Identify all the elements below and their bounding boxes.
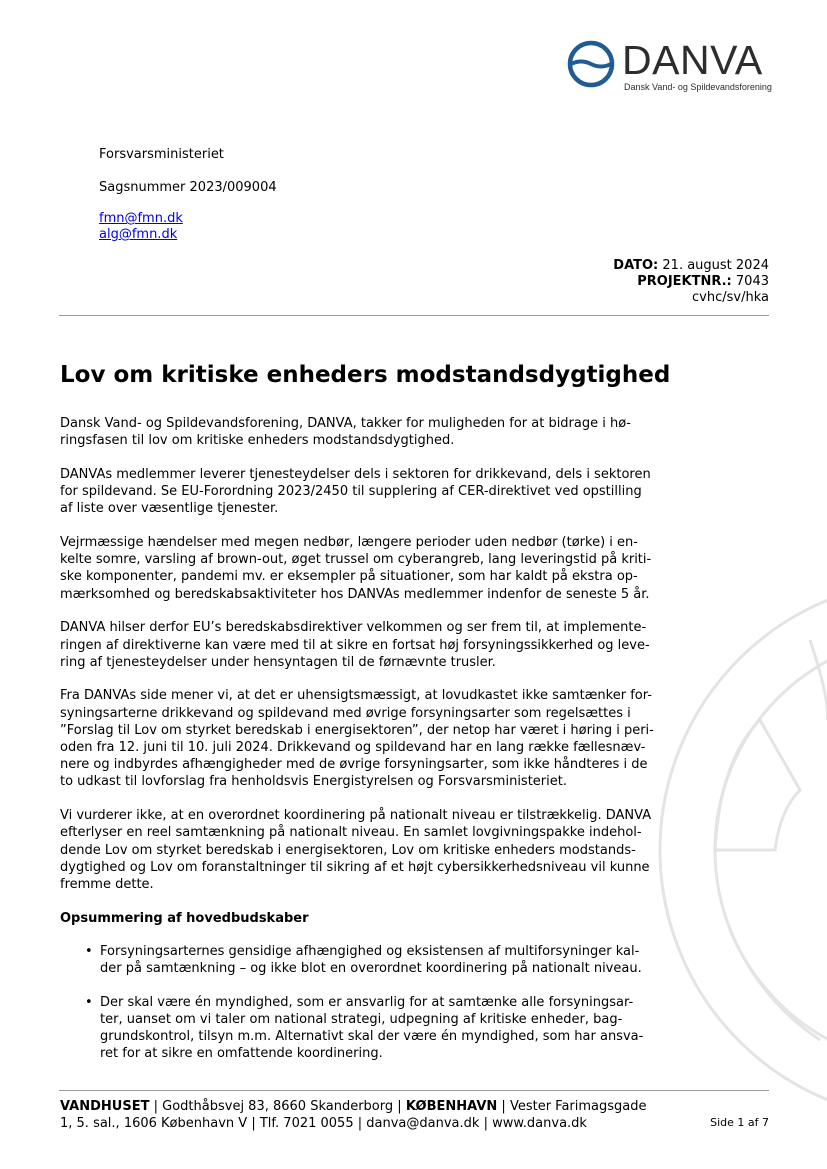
date-label: DATO: <box>613 258 659 273</box>
footer-website[interactable]: www.danva.dk <box>492 1116 587 1131</box>
footer-separator: | <box>153 1099 158 1114</box>
footer-email[interactable]: danva@danva.dk <box>366 1116 480 1131</box>
project-value: 7043 <box>735 274 769 289</box>
danva-logo <box>567 38 772 94</box>
list-item-line: Forsyningsarternes gensidige afhængighed og eksistensen af multiforsyninger kal- <box>100 943 640 959</box>
paragraph-line: Vi vurderer ikke, at en overordnet koordinering på nationalt niveau er tilstrækkelig. DANVA <box>60 808 652 824</box>
paragraph-line: DANVAs medlemmer leverer tjenesteydelser dels i sektoren for drikkevand, dels i sektoren <box>60 466 651 482</box>
document-body <box>60 415 780 1079</box>
footer-location-vandhuset: VANDHUSET <box>60 1099 150 1114</box>
footer-address-kbh-line2: 1, 5. sal., 1606 København V <box>60 1116 248 1131</box>
body-paragraph <box>60 687 780 790</box>
body-paragraph <box>60 415 780 449</box>
paragraph-line: Dansk Vand- og Spildevandsforening, DANVA, takker for muligheden for at bidrage i hø- <box>60 416 631 431</box>
paragraph-line: ringen af direktiverne kan være med til at sikre en fortsat høj forsyningssikkerhed og leve- <box>60 637 650 653</box>
bullet-icon: • <box>85 994 93 1010</box>
body-paragraph <box>60 466 780 518</box>
project-label: PROJEKTNR.: <box>637 274 732 289</box>
paragraph-line: oden fra 12. juni til 10. juli 2024. Drikkevand og spildevand har en lang række fællesnæv- <box>60 740 646 756</box>
footer-divider <box>59 1090 769 1091</box>
list-item-line: Der skal være én myndighed, som er ansvarlig for at samtænke alle forsyningsar- <box>100 994 634 1010</box>
paragraph-line: to udkast til lovforslag fra henholdsvis Energistyrelsen og Forsvarsministeriet. <box>60 774 567 790</box>
paragraph-line: ring af tjenesteydelser under hensyntagen til de førnævnte trusler. <box>60 654 496 670</box>
body-paragraph <box>60 534 780 603</box>
date-value: 21. august 2024 <box>662 258 769 273</box>
footer-phone: Tlf. 7021 0055 <box>259 1116 354 1131</box>
body-paragraphs <box>60 415 780 893</box>
footer-separator: | <box>251 1116 256 1131</box>
footer-separator: | <box>397 1099 402 1114</box>
paragraph-line: fremme dette. <box>60 876 154 892</box>
list-item-line: grundskontrol, tilsyn m.m. Alternativt skal der være én myndighed, som har ansva- <box>100 1028 644 1044</box>
recipient-emails <box>99 211 183 243</box>
list-item-line: der på samtænkning – og ikke blot en overordnet koordinering på nationalt niveau. <box>100 960 642 976</box>
page-number: Side 1 af 7 <box>710 1116 769 1129</box>
body-paragraph <box>60 807 780 893</box>
footer-separator: | <box>357 1116 363 1131</box>
footer <box>60 1098 647 1132</box>
danva-logo-mark-icon <box>567 40 615 88</box>
paragraph-line: ”Forslag til Lov om styrket beredskab i energisektoren”, der netop har været i høring i peri- <box>60 722 654 738</box>
document-meta <box>613 258 769 306</box>
logo-wordmark: DANVA <box>622 37 763 83</box>
paragraph-line: Vejrmæssige hændelser med megen nedbør, længere perioder uden nedbør (tørke) i en- <box>60 535 638 551</box>
footer-address-kbh-line1: Vester Farimagsgade <box>509 1099 647 1114</box>
email-link-alg[interactable]: alg@fmn.dk <box>99 227 178 242</box>
bullet-icon: • <box>85 943 93 959</box>
summary-list-item <box>60 994 780 1063</box>
paragraph-line: ringsfasen til lov om kritiske enheders modstandsdygtighed. <box>60 433 455 449</box>
initials: cvhc/sv/hka <box>692 290 769 305</box>
body-paragraph <box>60 619 780 671</box>
footer-separator: | <box>501 1099 506 1114</box>
paragraph-line: nere og indbyrdes afhængigheder med de øvrige forsyningsarter, som ikke håndteres i de <box>60 757 648 773</box>
list-item-line: ter, uanset om vi taler om national strategi, udpegning af kritiske enheder, bag- <box>100 1011 623 1027</box>
header-divider <box>59 315 769 316</box>
summary-list <box>60 943 780 1063</box>
document-title: Lov om kritiske enheders modstandsdygtighed <box>60 362 671 388</box>
email-link-fmn[interactable]: fmn@fmn.dk <box>99 211 183 226</box>
paragraph-line: syningsarterne drikkevand og spildevand med øvrige forsyningsarter som regelsættes i <box>60 705 631 721</box>
paragraph-line: ske komponenter, pandemi mv. er eksempler på situationer, som har kaldt på ekstra op- <box>60 569 638 585</box>
footer-address-skanderborg: Godthåbsvej 83, 8660 Skanderborg <box>162 1099 394 1114</box>
paragraph-line: for spildevand. Se EU-Forordning 2023/2450 til supplering af CER-direktivet ved opstilling <box>60 484 642 500</box>
footer-separator: | <box>483 1116 488 1131</box>
paragraph-line: efterlyser en reel samtænkning på nationalt niveau. En samlet lovgivningspakke indehol- <box>60 825 642 841</box>
summary-list-item <box>60 943 780 977</box>
paragraph-line: af liste over væsentlige tjenester. <box>60 501 279 517</box>
recipient-name: Forsvarsministeriet <box>99 147 224 162</box>
paragraph-line: mærksomhed og beredskabsaktiviteter hos DANVAs medlemmer indenfor de seneste 5 år. <box>60 586 650 602</box>
paragraph-line: dygtighed og Lov om foranstaltninger til sikring af et højt cybersikkerhedsniveau vil kunne <box>60 859 650 875</box>
footer-location-kobenhavn: KØBENHAVN <box>405 1099 498 1114</box>
paragraph-line: DANVA hilser derfor EU’s beredskabsdirektiver velkommen og ser frem til, at implemente- <box>60 620 647 636</box>
logo-tagline: Dansk Vand- og Spildevandsforening <box>624 82 772 92</box>
summary-heading: Opsummering af hovedbudskaber <box>60 910 309 926</box>
case-number: Sagsnummer 2023/009004 <box>99 180 277 195</box>
list-item-line: ret for at sikre en omfattende koordinering. <box>100 1046 383 1062</box>
paragraph-line: kelte somre, varsling af brown-out, øget trussel om cyberangreb, lang leveringstid på kriti- <box>60 552 652 568</box>
paragraph-line: dende Lov om styrket beredskab i energisektoren, Lov om kritiske enheders modstands- <box>60 842 636 858</box>
paragraph-line: Fra DANVAs side mener vi, at det er uhensigtsmæssigt, at lovudkastet ikke samtænker for- <box>60 688 652 704</box>
